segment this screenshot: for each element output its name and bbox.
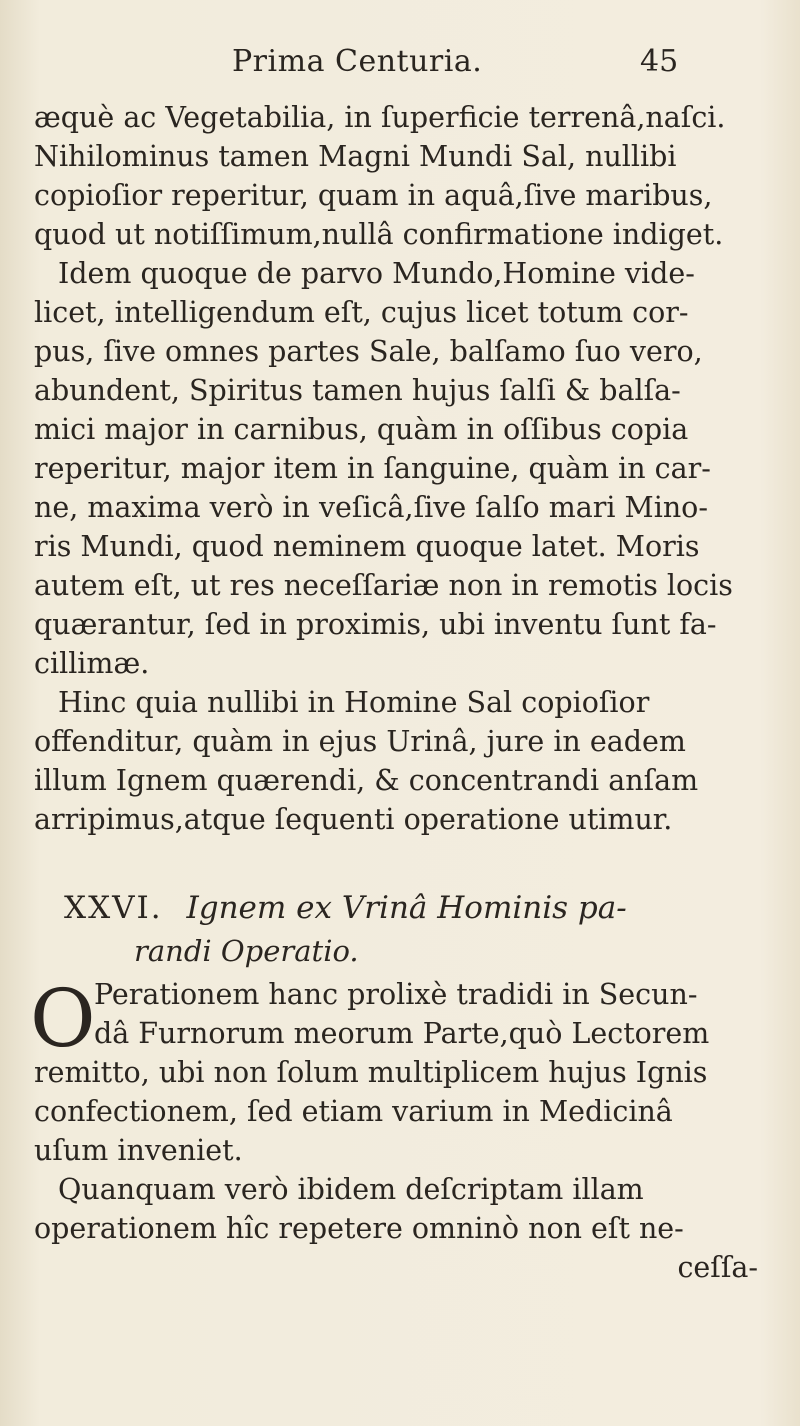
paragraph-1: [34, 98, 774, 254]
text-line: [34, 1014, 774, 1053]
text-line: Idem quoque de parvo Mundo,Homine vide-: [58, 257, 695, 290]
text-line: Quanquam verò ibidem deſcriptam illam: [58, 1173, 644, 1206]
section-subtitle: randi Operatio.: [134, 934, 359, 968]
text-line: Hinc quia nullibi in Homine Sal copioſior: [58, 686, 650, 719]
text-line: reperitur, major item in ſanguine, quàm in car-: [34, 452, 711, 485]
text-line: abundent, Spiritus tamen hujus ſalſi & balſa-: [34, 374, 681, 407]
section-spacer: [34, 839, 774, 883]
text-line: operationem hîc repetere omninò non eſt ne-: [34, 1212, 684, 1245]
paragraph-5: [34, 1170, 774, 1248]
catchword: ceſſa-: [677, 1251, 758, 1284]
text-line: æquè ac Vegetabilia, in ſuperficie terrenâ,naſci.: [34, 101, 726, 134]
text-line: ris Mundi, quod neminem quoque latet. Moris: [34, 530, 700, 563]
second-line-text: dâ Furnorum meorum Parte,quò Lectorem: [94, 1017, 710, 1050]
page-header: [0, 44, 800, 94]
text-line: autem eſt, ut res neceſſariæ non in remotis locis: [34, 569, 733, 602]
body-text: [30, 98, 774, 1287]
text-line: offenditur, quàm in ejus Urinâ, jure in eadem: [34, 725, 686, 758]
text-line: quod ut notiſſimum,nullâ confirmatione indiget.: [34, 218, 724, 251]
text-line: uſum inveniet.: [34, 1134, 243, 1167]
text-line: confectionem, ſed etiam varium in Medicinâ: [34, 1095, 673, 1128]
paragraph-4: [30, 972, 774, 1170]
text-line: arripimus,atque ſequenti operatione utimur.: [34, 803, 673, 836]
page-number: 45: [640, 44, 679, 79]
text-line: mici major in carnibus, quàm in oſſibus copia: [34, 413, 689, 446]
text-line: cillimæ.: [34, 647, 150, 680]
section-heading: [34, 883, 774, 933]
text-line: Nihilominus tamen Magni Mundi Sal, nullibi: [34, 140, 677, 173]
paragraph-2: [34, 254, 774, 683]
text-line: ne, maxima verò in veſicâ,ſive ſalſo mari Mino-: [34, 491, 708, 524]
section-title: Ignem ex Vrinâ Hominis pa-: [186, 890, 627, 926]
section-number: XXVI.: [64, 890, 163, 926]
first-line-text: Perationem hanc prolixè tradidi in Secun-: [94, 978, 698, 1011]
text-line: illum Ignem quærendi, & concentrandi anſam: [34, 764, 699, 797]
text-line: pus, ſive omnes partes Sale, balſamo ſuo vero,: [34, 335, 703, 368]
drop-cap: O: [30, 972, 96, 1065]
running-head: Prima Centuria.: [232, 44, 483, 79]
text-line: remitto, ubi non ſolum multiplicem hujus Ignis: [34, 1056, 708, 1089]
text-line: quærantur, ſed in proximis, ubi inventu ſunt fa-: [34, 608, 717, 641]
text-line: licet, intelligendum eſt, cujus licet totum cor-: [34, 296, 689, 329]
text-line: copioſior reperitur, quam in aquâ,ſive maribus,: [34, 179, 713, 212]
paragraph-3: [34, 683, 774, 839]
